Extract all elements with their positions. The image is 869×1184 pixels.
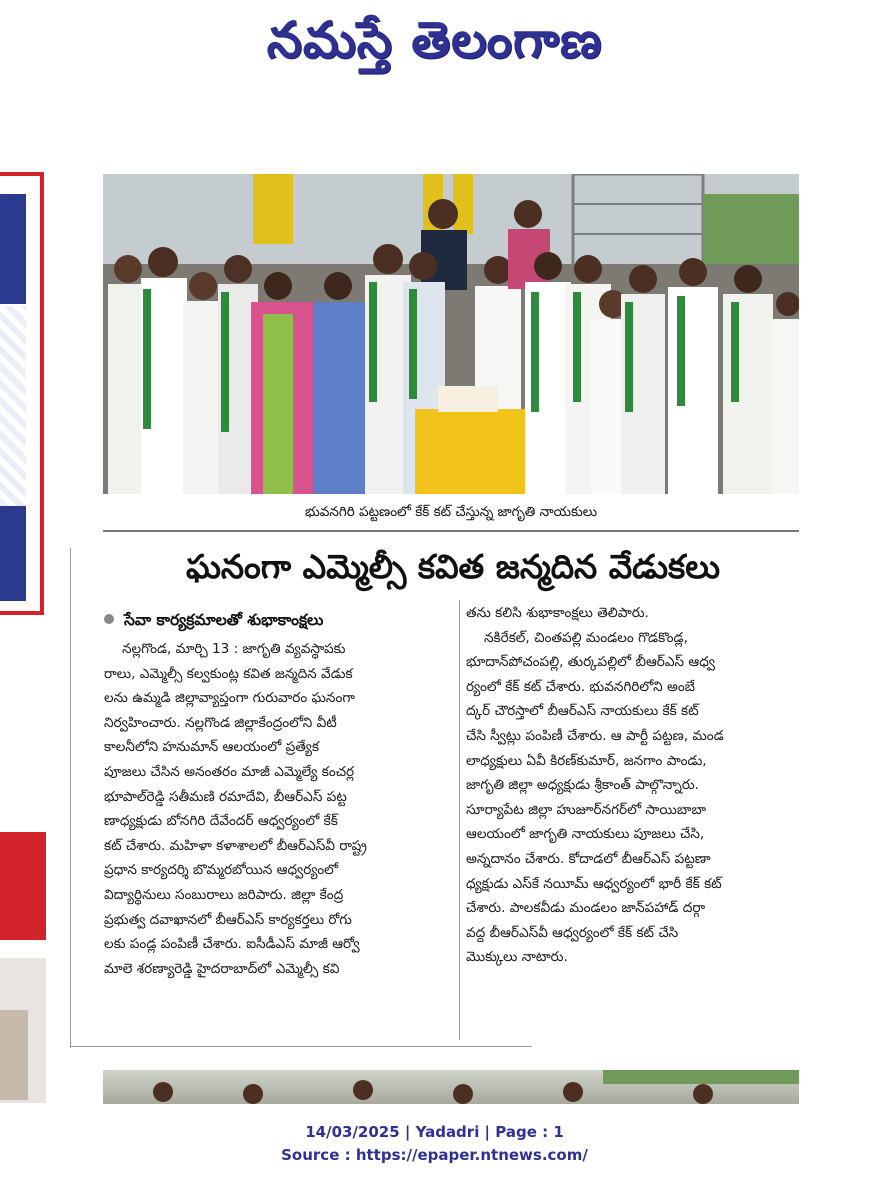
column-1-line: పూజలు చేసిన అనంతరం మాజీ ఎమ్మెల్యే కంచర్ల — [104, 763, 355, 780]
column-2-line: సూర్యాపేట జిల్లా హుజూర్‌నగర్‌లో సాయిబాబా — [466, 801, 707, 818]
column-1-line: కట్ చేశారు. మహిళా కళాశాలలో బీఆర్‌ఎస్‌వీ రాష్ట్ర — [104, 837, 367, 854]
column-2-line: ర్యంలో కేక్ కట్ చేశారు. భువనగిరిలోని అంబే — [466, 678, 695, 695]
adjacent-ad-red-block — [0, 832, 46, 940]
article-headline: ఘనంగా ఎమ్మెల్సీ కవిత జన్మదిన వేడుకలు — [185, 547, 721, 586]
column-2-line: చేశారు. పాలకవీడు మండలం జాన్‌పహాడ్ దర్గా — [466, 900, 706, 917]
column-2-line: అన్నదానం చేశారు. కోదాడలో బీఆర్‌ఎస్ పట్టణా — [466, 850, 711, 867]
masthead-logo: నమస్తే తెలంగాణ — [266, 11, 603, 69]
next-article-photo-fragment — [103, 1070, 799, 1104]
column-2-line: తను కలిసి శుభాకాంక్షలు తెలిపారు. — [466, 605, 649, 621]
column-2-line: లాధ్యక్షులు ఏవీ కిరణ్‌కుమార్, జనగాం పాండు, — [466, 752, 707, 769]
column-1-line: కాలనీలోని హనుమాన్ ఆలయంలో ప్రత్యేక — [104, 739, 320, 756]
column-2-line: ఆలయంలో జాగృతి నాయకులు పూజలు చేసి, — [466, 826, 705, 843]
column-2-line: చేసి స్వీట్లు పంపిణీ చేశారు. ఆ పార్టీ పట్టణ, మండ — [466, 727, 724, 744]
footer-source-link[interactable]: Source : https://epaper.ntnews.com/ — [281, 1146, 588, 1164]
article-photo-illustration — [103, 174, 799, 494]
column-2-line: జాగృతి జిల్లా అధ్యక్షుడు శ్రీకాంత్ పాల్గొన్నారు. — [466, 777, 699, 794]
article-column-1 — [104, 637, 454, 981]
article-bottom-rule — [70, 1046, 532, 1047]
bullet-icon — [104, 614, 114, 624]
column-1-line: లను ఉమ్మడి జిల్లావ్యాప్తంగా గురువారం ఘనంగా — [104, 690, 355, 707]
column-1-line: భూపాల్‌రెడ్డి సతీమణి రమాదేవి, బీఆర్‌ఎస్ పట్ట — [104, 788, 347, 805]
column-1-line: నిర్వహించారు. నల్లగొండ జిల్లాకేంద్రంలోని వీటీ — [104, 714, 337, 731]
adjacent-ad-photo-fragment — [0, 1010, 28, 1100]
column-1-line: నల్లగొండ, మార్చి 13 : జాగృతి వ్యవస్థాపకు — [122, 641, 346, 657]
column-1-line: ణాధ్యక్షుడు బోనగిరి దేవేందర్ ఆధ్వర్యంలో కేక్ — [104, 813, 338, 830]
photo-caption: భువనగిరి పట్టణంలో కేక్ కట్ చేస్తున్న జాగృతి నాయకులు — [103, 494, 799, 532]
column-2-line: నకిరేకల్, చింతపల్లి మండలం గొడకొండ్ల, — [484, 629, 688, 646]
column-2-line: మొక్కులు నాటారు. — [466, 949, 568, 966]
column-1-line: ప్రభుత్వ దవాఖానలో బీఆర్‌ఎస్ కార్యకర్తలు రోగు — [104, 911, 352, 928]
article-column-2 — [466, 601, 800, 970]
column-1-line: విద్యార్థినులు సంబురాలు జరిపారు. జిల్లా కేంద్ర — [104, 886, 344, 903]
footer-date-edition: 14/03/2025 | Yadadri | Page : 1 — [305, 1123, 564, 1141]
column-divider-middle — [459, 600, 460, 1040]
ad-blue-panel-bottom — [0, 506, 26, 601]
adjacent-ad-frame — [0, 172, 44, 615]
article-subhead-text: సేవా కార్యక్రమాలతో శుభాకాంక్షలు — [124, 611, 324, 629]
ad-stripe-panel — [0, 306, 26, 506]
column-divider-left — [70, 548, 71, 1048]
column-2-line: భూదాన్‌పోచంపల్లి, తుర్కపల్లిలో బీఆర్‌ఎస్ ఆధ్వ — [466, 654, 715, 671]
article-subhead — [104, 606, 454, 634]
ad-blue-panel-top — [0, 194, 26, 304]
column-1-line: ప్రధాన కార్యదర్శి బొమ్మరబోయిన ఆధ్వర్యంలో — [104, 862, 339, 879]
next-article-photo-illustration — [103, 1070, 799, 1104]
article-photo — [103, 174, 799, 494]
column-2-line: వద్ద బీఆర్‌ఎస్‌వీ ఆధ్వర్యంలో కేక్ కట్ చేసి — [466, 924, 679, 941]
column-2-line: ద్కర్ చౌరస్తాలో బీఆర్‌ఎస్ నాయకులు కేక్ కట్ — [466, 703, 699, 720]
column-1-line: రాలు, ఎమ్మెల్సీ కల్వకుంట్ల కవిత జన్మదిన వేడుక — [104, 665, 353, 682]
column-1-line: మాలె శరణ్యారెడ్డి హైదరాబాద్‌లో ఎమ్మెల్సీ కవి — [104, 960, 340, 977]
column-2-line: ధ్యక్షుడు ఎస్‌కే నయీమ్ ఆధ్వర్యంలో భారీ కేక్ కట్ — [466, 875, 722, 892]
column-1-line: లకు పండ్ల పంపిణీ చేశారు. ఐసీడీఎస్ మాజీ ఆర్వో — [104, 936, 360, 953]
